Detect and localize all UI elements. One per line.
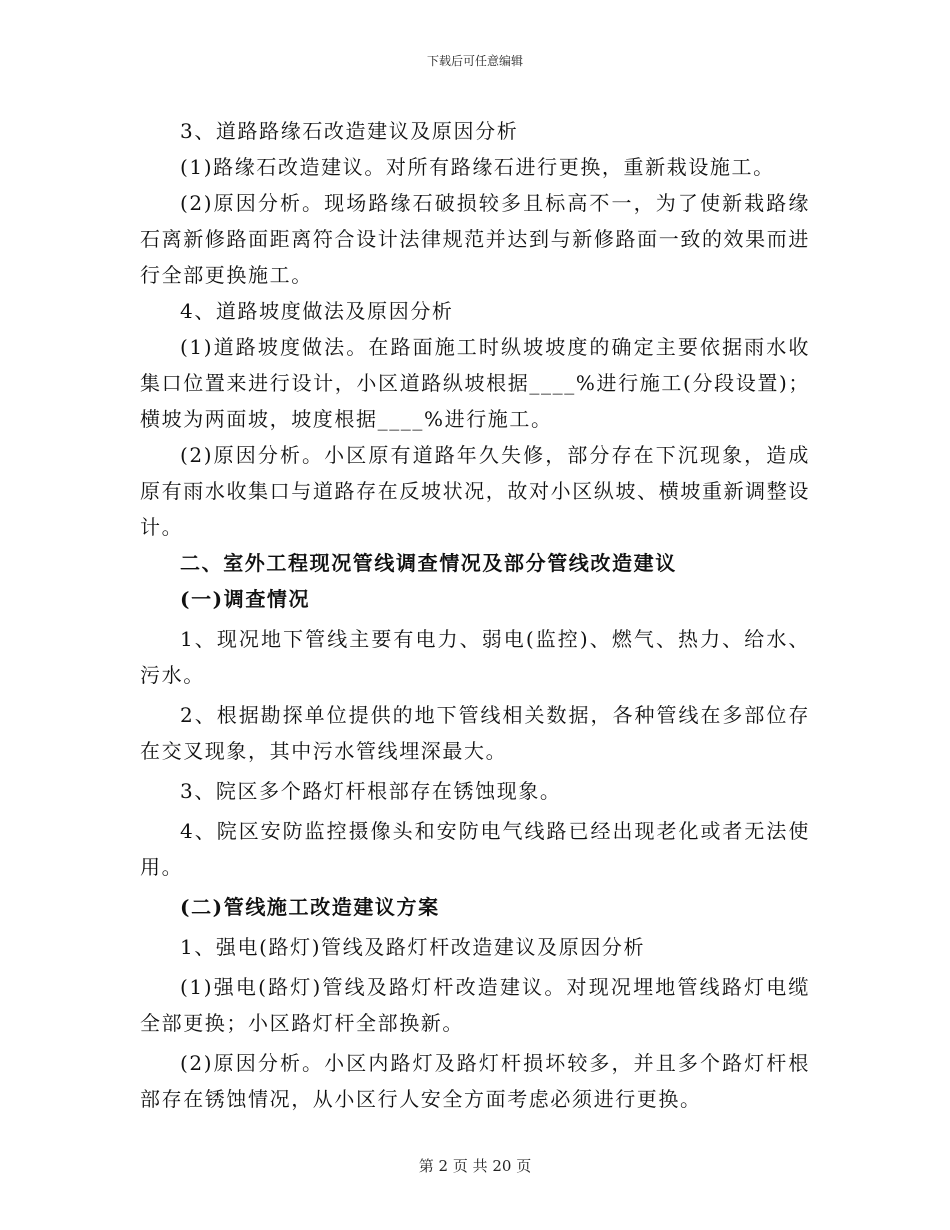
list-item: 2、根据勘探单位提供的地下管线相关数据，各种管线在多部位存在交叉现象，其中污水管线埋深最大。 [140,703,810,763]
list-item: 4、院区安防监控摄像头和安防电气线路已经出现老化或者无法使用。 [140,819,810,879]
subsection-heading-lighting: 1、强电(路灯)管线及路灯杆改造建议及原因分析 [180,935,646,959]
paragraph: (2)原因分析。现场路缘石破损较多且标高不一，为了使新栽路缘石离新修路面距离符合设计法律规范并达到与新修路面一致的效果而进行全部更换施工。 [140,191,810,287]
subsection-heading-slope: 4、道路坡度做法及原因分析 [180,299,454,323]
page-header: 下载后可任意编辑 [426,54,523,68]
list-item: 1、现况地下管线主要有电力、弱电(监控)、燃气、热力、给水、污水。 [140,627,810,687]
paragraph: (2)原因分析。小区原有道路年久失修，部分存在下沉现象，造成原有雨水收集口与道路存在反坡状况，故对小区纵坡、横坡重新调整设计。 [140,443,810,539]
page-body [140,113,810,1117]
subsection-heading-plan: (二)管线施工改造建议方案 [180,895,440,919]
subsection-heading-curb: 3、道路路缘石改造建议及原因分析 [180,119,519,143]
section-heading: 二、室外工程现况管线调查情况及部分管线改造建议 [180,551,677,575]
list-item: 3、院区多个路灯杆根部存在锈蚀现象。 [180,779,562,803]
paragraph: (1)路缘石改造建议。对所有路缘石进行更换，重新栽设施工。 [180,155,775,179]
paragraph: (1)道路坡度做法。在路面施工时纵坡坡度的确定主要依据雨水收集口位置来进行设计，小区道路纵坡根据____%进行施工(分段设置)；横坡为两面坡，坡度根据____%进行施工。 [140,335,810,431]
page-number: 第 2 页 共 20 页 [418,1157,532,1175]
subsection-heading-survey: (一)调查情况 [180,587,311,611]
paragraph: (2)原因分析。小区内路灯及路灯杆损坏较多，并且多个路灯杆根部存在锈蚀情况，从小区行人安全方面考虑必须进行更换。 [140,1051,810,1111]
paragraph: (1)强电(路灯)管线及路灯杆改造建议。对现况埋地管线路灯电缆全部更换；小区路灯杆全部换新。 [140,975,810,1035]
